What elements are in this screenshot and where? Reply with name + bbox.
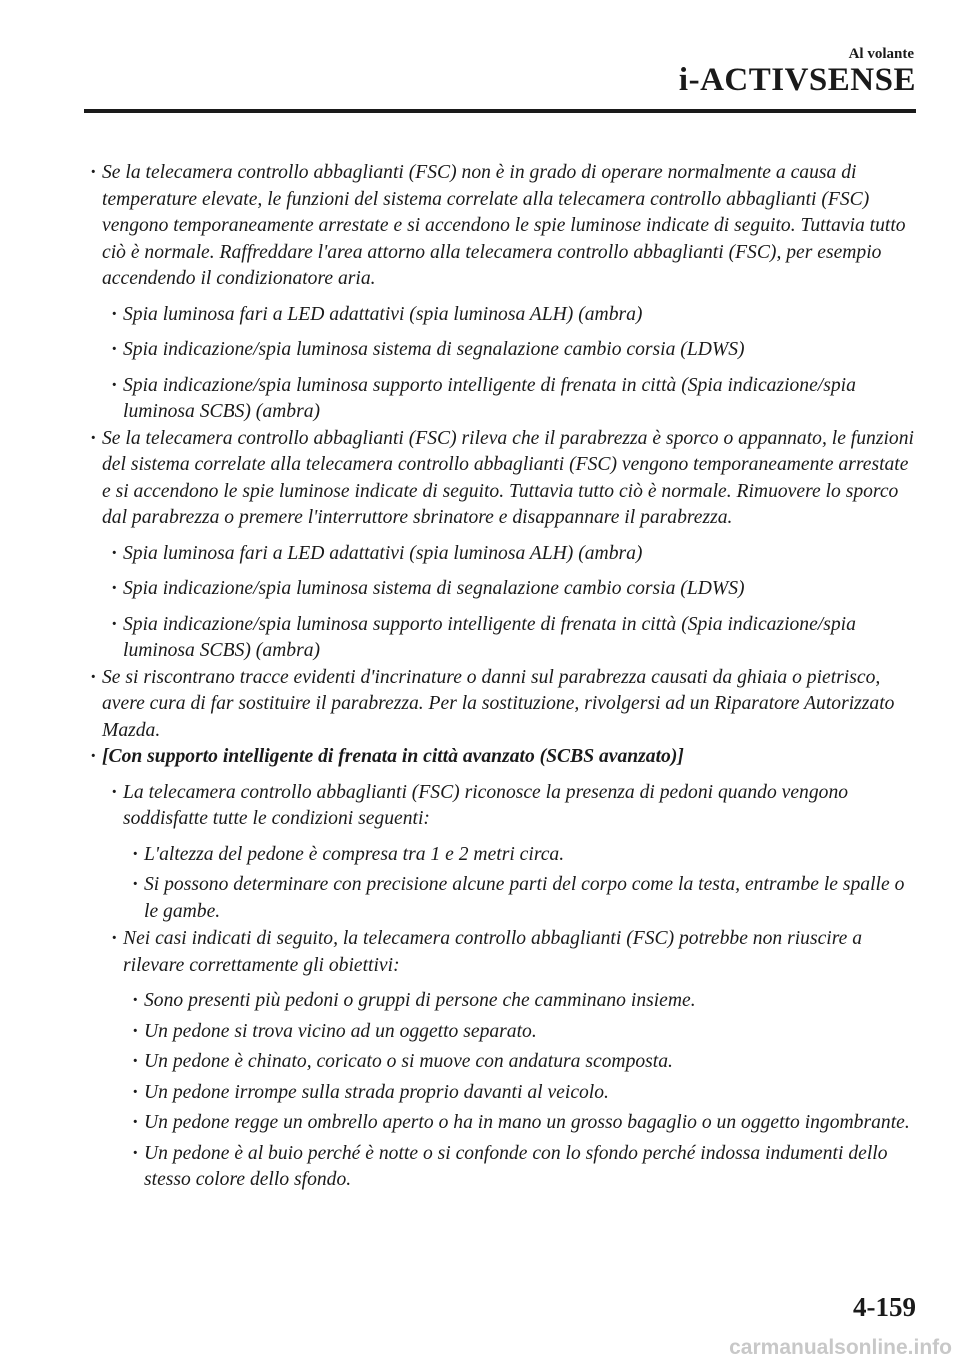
list-item: · Un pedone è al buio perché è notte o si confonde con lo sfondo perché indossa indumenti dello stesso colore dello sfondo. — [144, 1141, 920, 1194]
list-item: · La telecamera controllo abbaglianti (FSC) riconosce la presenza di pedoni quando vengono soddisfatte tutte le condizioni seguenti: — [123, 780, 920, 833]
list-item: · Se la telecamera controllo abbaglianti (FSC) rileva che il parabrezza è sporco o appannato, le funzioni del sistema correlate alla telecamera controllo abbaglianti (FSC) vengono temporaneamente arrestate e si accendono le spie luminose indicate di seguito. Tuttavia tutto ciò è normale. Rimuovere lo sporco dal parabrezza o premere l'interruttore sbrinatore e disappannare il parabrezza. — [102, 426, 920, 532]
list-item: · Un pedone si trova vicino ad un oggetto separato. — [144, 1019, 920, 1046]
list-item: · L'altezza del pedone è compresa tra 1 e 2 metri circa. — [144, 842, 920, 869]
list-item: · Sono presenti più pedoni o gruppi di persone che camminano insieme. — [144, 988, 920, 1015]
section-label: Al volante — [848, 46, 914, 62]
header-divider — [84, 109, 916, 113]
list-item: · Spia luminosa fari a LED adattativi (spia luminosa ALH) (ambra) — [123, 541, 920, 568]
list-item: · Spia indicazione/spia luminosa sistema di segnalazione cambio corsia (LDWS) — [123, 337, 920, 364]
list-item: · Se si riscontrano tracce evidenti d'incrinature o danni sul parabrezza causati da ghiaia o pietrisco, avere cura di far sostituire il parabrezza. Per la sostituzione, rivolgersi ad un Riparatore Autorizzato Mazda. — [102, 665, 920, 745]
list-item: · Si possono determinare con precisione alcune parti del corpo come la testa, entrambe le spalle o le gambe. — [144, 872, 920, 925]
list-item-heading: · [Con supporto intelligente di frenata in città avanzato (SCBS avanzato)] — [102, 744, 920, 771]
list-item: · Spia indicazione/spia luminosa supporto intelligente di frenata in città (Spia indicazione/spia luminosa SCBS) (ambra) — [123, 373, 920, 426]
list-item: · Se la telecamera controllo abbaglianti (FSC) non è in grado di operare normalmente a causa di temperature elevate, le funzioni del sistema correlate alla telecamera controllo abbaglianti (FSC) vengono temporaneamente arrestate e si accendono le spie luminose indicate di seguito. Tuttavia tutto ciò è normale. Raffreddare l'area attorno alla telecamera controllo abbaglianti (FSC), per esempio accendendo il condizionatore aria. — [102, 160, 920, 293]
list-item: · Un pedone irrompe sulla strada proprio davanti al veicolo. — [144, 1080, 920, 1107]
list-item: · Nei casi indicati di seguito, la telecamera controllo abbaglianti (FSC) potrebbe non riuscire a rilevare correttamente gli obiettivi: — [123, 926, 920, 979]
list-item: · Spia indicazione/spia luminosa sistema di segnalazione cambio corsia (LDWS) — [123, 576, 920, 603]
page-title: i-ACTIVSENSE — [678, 62, 916, 98]
page-number: 4-159 — [853, 1292, 916, 1322]
list-item: · Un pedone è chinato, coricato o si muove con andatura scomposta. — [144, 1049, 920, 1076]
list-item: · Un pedone regge un ombrello aperto o ha in mano un grosso bagaglio o un oggetto ingombrante. — [144, 1110, 920, 1137]
list-item: · Spia luminosa fari a LED adattativi (spia luminosa ALH) (ambra) — [123, 302, 920, 329]
list-item: · Spia indicazione/spia luminosa supporto intelligente di frenata in città (Spia indicazione/spia luminosa SCBS) (ambra) — [123, 612, 920, 665]
watermark: carmanualsonline.info — [729, 1336, 952, 1359]
document-body — [84, 160, 920, 1194]
